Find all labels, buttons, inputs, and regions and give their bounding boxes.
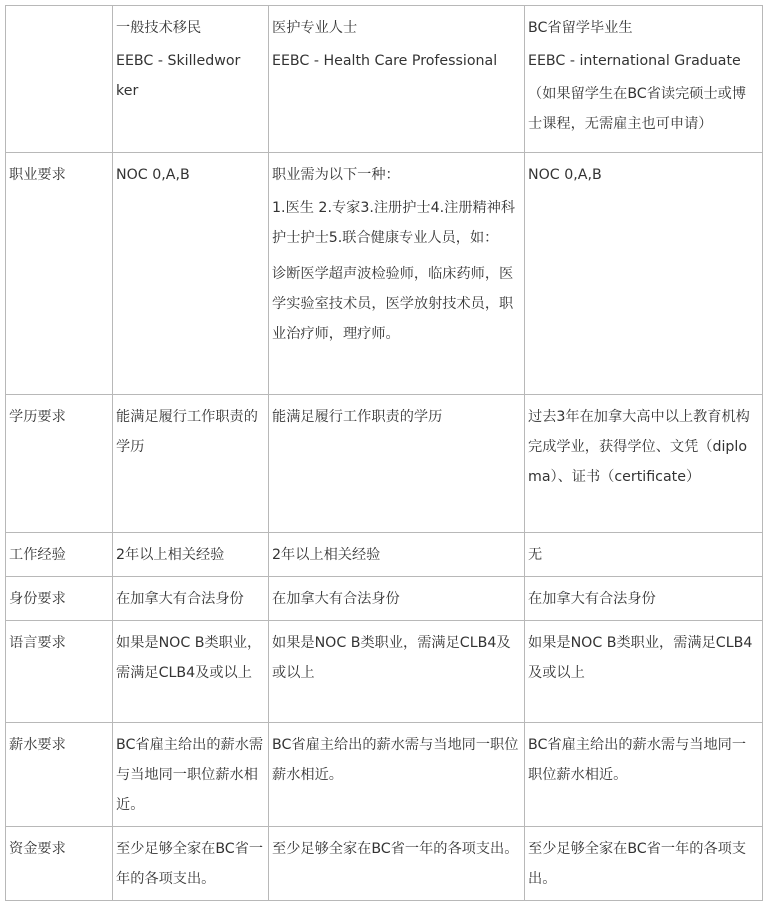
table-cell: 能满足履行工作职责的学历 xyxy=(269,395,525,533)
row-label: 语言要求 xyxy=(6,621,113,723)
table-cell: BC省雇主给出的薪水需与当地同一职位薪水相近。 xyxy=(525,723,763,827)
immigration-comparison-table xyxy=(5,5,763,901)
row-label: 工作经验 xyxy=(6,533,113,577)
table-cell: 如果是NOC B类职业，需满足CLB4及或以上 xyxy=(113,621,269,723)
table-row xyxy=(6,395,763,533)
row-label: 薪水要求 xyxy=(6,723,113,827)
table-row xyxy=(6,827,763,901)
header-cell-skilled-worker xyxy=(113,6,269,153)
table-cell: 如果是NOC B类职业，需满足CLB4及或以上 xyxy=(525,621,763,723)
header-row xyxy=(6,6,763,153)
row-label: 学历要求 xyxy=(6,395,113,533)
table-row xyxy=(6,621,763,723)
table-cell: 至少足够全家在BC省一年的各项支出。 xyxy=(525,827,763,901)
header-corner-cell xyxy=(6,6,113,153)
header-subtitle: EEBC - Skilledworker xyxy=(116,53,241,99)
table-cell: 2年以上相关经验 xyxy=(113,533,269,577)
table-cell: NOC 0,A,B xyxy=(113,153,269,395)
table-cell: 如果是NOC B类职业，需满足CLB4及或以上 xyxy=(269,621,525,723)
occupation-examples: 诊断医学超声波检验师，临床药师，医学实验室技术员，医学放射技术员，职业治疗师，理疗师。 xyxy=(272,266,514,342)
table-cell: BC省雇主给出的薪水需与当地同一职位薪水相近。 xyxy=(113,723,269,827)
table-cell: 在加拿大有合法身份 xyxy=(525,577,763,621)
row-label: 身份要求 xyxy=(6,577,113,621)
table-row xyxy=(6,577,763,621)
table-cell xyxy=(269,153,525,395)
header-subtitle: EEBC - international Graduate xyxy=(528,53,741,69)
table-cell: 至少足够全家在BC省一年的各项支出。 xyxy=(269,827,525,901)
header-title: BC省留学毕业生 xyxy=(528,20,633,36)
header-cell-health-care xyxy=(269,6,525,153)
table-cell: NOC 0,A,B xyxy=(525,153,763,395)
table-cell: BC省雇主给出的薪水需与当地同一职位薪水相近。 xyxy=(269,723,525,827)
header-subtitle: EEBC - Health Care Professional xyxy=(272,53,498,69)
table-cell: 在加拿大有合法身份 xyxy=(113,577,269,621)
table-cell: 能满足履行工作职责的学历 xyxy=(113,395,269,533)
header-title: 医护专业人士 xyxy=(272,20,358,36)
table-row xyxy=(6,153,763,395)
header-title: 一般技术移民 xyxy=(116,20,202,36)
occupation-list: 1.医生 2.专家3.注册护士4.注册精神科护士护士5.联合健康专业人员，如： xyxy=(272,200,516,246)
occupation-intro: 职业需为以下一种： xyxy=(272,167,400,183)
header-cell-international-graduate xyxy=(525,6,763,153)
row-label: 职业要求 xyxy=(6,153,113,395)
table-row xyxy=(6,723,763,827)
table-cell: 无 xyxy=(525,533,763,577)
table-cell: 在加拿大有合法身份 xyxy=(269,577,525,621)
table-cell: 至少足够全家在BC省一年的各项支出。 xyxy=(113,827,269,901)
table-cell: 过去3年在加拿大高中以上教育机构完成学业，获得学位、文凭（diploma）、证书（certificate） xyxy=(525,395,763,533)
table-row xyxy=(6,533,763,577)
header-note: （如果留学生在BC省读完硕士或博士课程，无需雇主也可申请） xyxy=(528,86,747,132)
row-label: 资金要求 xyxy=(6,827,113,901)
table-cell: 2年以上相关经验 xyxy=(269,533,525,577)
